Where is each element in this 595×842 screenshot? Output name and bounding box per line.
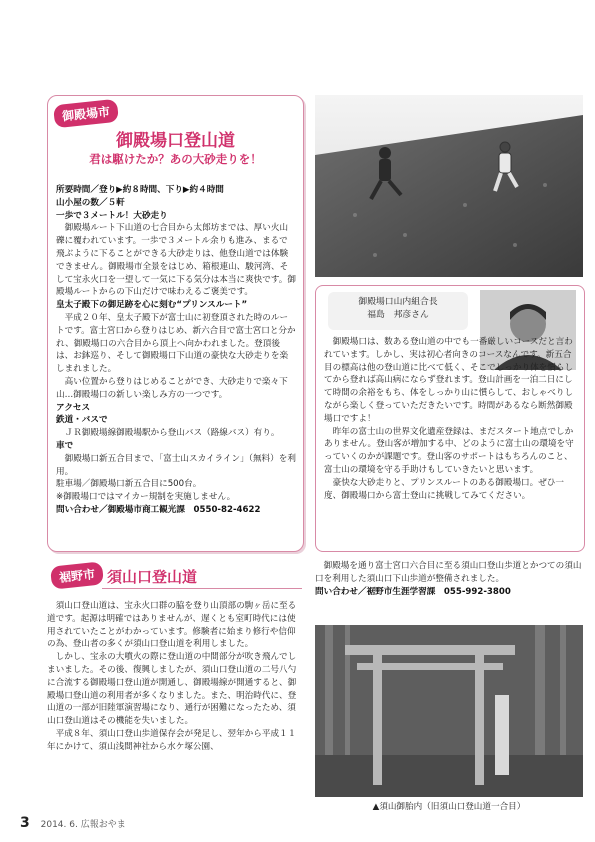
susono-header xyxy=(47,560,302,588)
text-line: 平成８年、須山口登山歩道保存会が発足し、翌年から平成１１年にかけて、須山浅間神社から水ケ塚公園、 xyxy=(47,728,297,752)
osunabashiri-photo xyxy=(315,95,583,277)
interviewee-name-box xyxy=(328,292,468,330)
susono-article xyxy=(47,560,302,810)
interviewee-name: 福島 邦彦さん xyxy=(367,310,429,320)
text-line: 皇太子殿下の御足跡を心に刻む“プリンスルート” xyxy=(56,300,248,311)
publication-name: 広報おやま xyxy=(80,820,126,830)
text-line: 須山口登山道は、宝永火口群の脇を登り山頂部の駒ヶ岳に至る道です。起源は明確ではありませんが、遅くとも室町時代には使用されていたことがわかっています。修験者に始まり修行や信仰の為、登山者の多くが須山口登山道を利用しました。 xyxy=(47,601,297,650)
page-number: 3 xyxy=(20,815,30,831)
gotemba-title: 御殿場口登山道 xyxy=(116,131,235,151)
text-line: 御殿場口は、数ある登山道の中でも一番厳しいコースだと言われています。しかし、実は初心者向きのコースなんです。新五合目の標高は他の登山道に比べて低く、そこでしっかり体を慣らしてから登れば高山病にならず登れます。登山計画を一泊二日にして時間の余裕をもち、体をしっかり山に慣らして、おしゃべりしながら楽しく登っていただきたいです。時間があるなら断然御殿場口ですよ！ xyxy=(324,337,574,424)
text-line: 豪快な大砂走りと、プリンスルートのある御殿場口。ぜひ一度、御殿場口から富士登山に挑戦してみてください。 xyxy=(324,477,565,501)
susono-title: 須山口登山道 xyxy=(107,568,198,586)
gotemba-city-tag: 御殿場市 xyxy=(53,99,119,129)
text-line: 平成２０年、皇太子殿下が富士山に初登頂された時のルートです。富士宮口から登りはじめ、新六合目で富士宮口と分かれ、御殿場口の六合目から頂上へ向かわれました。登頂後は、お鉢巡り、そして御殿場口下山道の豪快な大砂走りを楽しまれました。 xyxy=(56,312,296,375)
susono-body xyxy=(47,600,302,754)
gotemba-subtitle: 君は駆けたか？あの大砂走りを！ xyxy=(89,152,262,166)
issue-date: 2014. 6. xyxy=(40,820,78,830)
torii-caption: ▲須山御胎内（旧須山口登山道一合目） xyxy=(372,802,526,812)
gotemba-article xyxy=(47,95,304,552)
interview-body xyxy=(324,336,576,502)
susono-continuation xyxy=(315,560,583,598)
text-line: しかし、宝永の大噴火の際に登山道の中間部分が吹き飛んでしまいました。その後、復興しましたが、須山口登山道の二号八勺に合流する御殿場口登山道が開通し、御殿場線が開通すると、御殿場口登山道の利用者が多くなりました。また、明治時代に、登山道の一部が旧陸軍演習場になり、通行が困難になったため、須山口登山道はその機能を失いました。 xyxy=(47,652,297,727)
text-line: 車で xyxy=(56,440,74,451)
torii-photo xyxy=(315,625,583,797)
interview-box xyxy=(315,285,585,552)
susono-city-tag: 裾野市 xyxy=(50,561,104,589)
text-line: 鉄道・バスで xyxy=(56,415,108,426)
susono-contact: 問い合わせ／裾野市生涯学習課 055-992-3800 xyxy=(315,586,511,597)
interviewee-role: 御殿場口山内組合長 xyxy=(358,297,438,307)
text-line: ※御殿場口ではマイカー規制を実施しません。 xyxy=(56,492,236,503)
text-line: 問い合わせ／御殿場市商工観光課 0550-82-4622 xyxy=(56,504,261,515)
susono-divider xyxy=(102,588,302,589)
text-line: アクセス xyxy=(56,402,91,413)
text-line: 所要時間／登り▶約８時間、下り▶約４時間 xyxy=(56,185,224,195)
text-line: 御殿場ルート下山道の七合目から太郎坊までは、厚い火山礫に覆われています。一歩で３メートル余りも進み、まるで飛ぶように下ることができる大砂走りは、他登山道では体験できません。御殿場市全景をはじめ、箱根連山、駿河湾、そして宝永火口を一望して一気に下る気分は本当に爽快です。御殿場ルートからの下山だけで味わえるご褒美です。 xyxy=(56,223,296,298)
text-line: 高い位置から登りはじめることができ、大砂走りで楽々下山…御殿場口の新しい楽しみ方の一つです。 xyxy=(56,376,288,400)
text-line: 山小屋の数／５軒 xyxy=(56,197,125,208)
susono-continuation-text: 御殿場を通り富士宮口六合目に至る須山口登山歩道とかつての須山口を利用した須山口下山歩道が整備されました。 xyxy=(315,561,582,584)
page-footer xyxy=(20,815,126,831)
text-line: 一歩で３メートル！大砂走り xyxy=(56,210,168,221)
text-line: ＪＲ御殿場線御殿場駅から登山バス（路線バス）有り。 xyxy=(64,428,280,439)
text-line: 御殿場口新五合目まで、「富士山スカイライン」（無料）を利用。 xyxy=(56,453,296,477)
text-line: 昨年の富士山の世界文化遺産登録は、まだスタート地点でしかありません。登山客が増加する中、どのように富士山の環境を守っていくのかが課題です。登山客のサポートはもちろんのこと、富士山の環境を守る手助けもしていきたいと思います。 xyxy=(324,426,574,475)
gotemba-body xyxy=(56,184,296,517)
text-line: 駐車場／御殿場口新五合目に500台。 xyxy=(56,479,202,490)
